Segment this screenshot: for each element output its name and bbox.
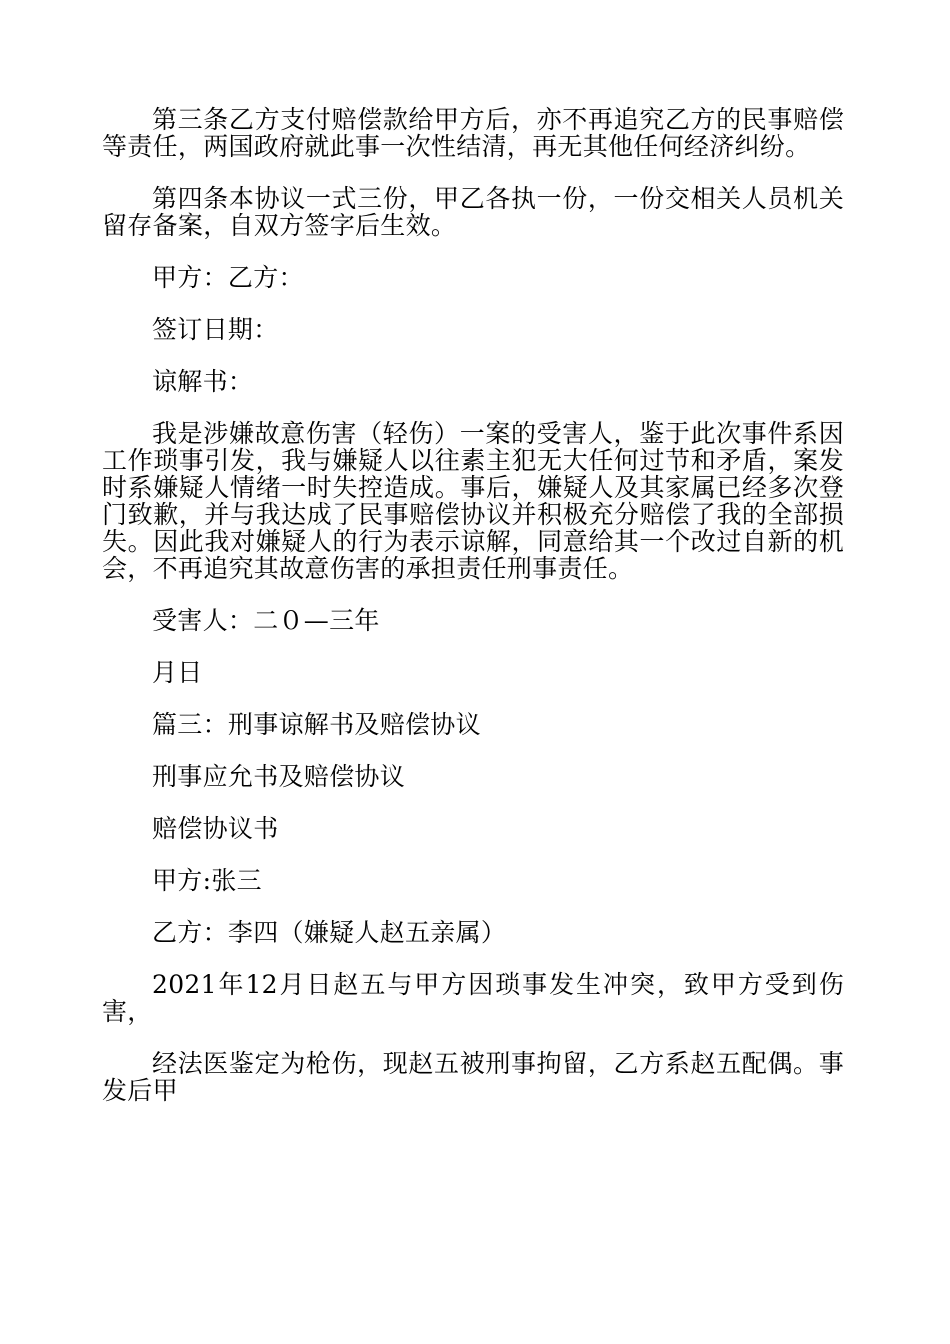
document-body — [102, 106, 844, 1129]
clause-four-paragraph: 第四条本协议一式三份，甲乙各执一份，一份交相关人员机关留存备案，自双方签字后生效。 — [102, 184, 844, 240]
agreement-title: 赔偿协议书 — [152, 814, 279, 843]
party-a-line: 甲方:张三 — [152, 866, 262, 895]
month-day-line: 月日 — [152, 658, 203, 687]
letter-body-paragraph: 我是涉嫌故意伤害（轻伤）一案的受害人，鉴于此次事件系因工作琐事引发，我与嫌疑人以往素主犯无大任何过节和矛盾，案发时系嫌疑人情绪一时失控造成。事后，嫌疑人及其家属已经多次登门致歉，并与我达成了民事赔偿协议并积极充分赔偿了我的全部损失。因此我对嫌疑人的行为表示谅解，同意给其一个改过自新的机会，不再追究其故意伤害的承担责任刑事责任。 — [102, 419, 844, 583]
letter-heading: 谅解书： — [152, 367, 254, 396]
party-b-line: 乙方：李四（嫌疑人赵五亲属） — [152, 918, 507, 947]
victim-signature-line: 受害人：二０—三年 — [152, 606, 380, 635]
signature-parties-line: 甲方：乙方： — [152, 263, 304, 292]
section-three-heading: 篇三：刑事谅解书及赔偿协议 — [152, 710, 481, 739]
forensic-paragraph: 经法医鉴定为枪伤，现赵五被刑事拘留，乙方系赵五配偶。事发后甲 — [102, 1049, 844, 1105]
clause-three-paragraph: 第三条乙方支付赔偿款给甲方后，亦不再追究乙方的民事赔偿等责任，两国政府就此事一次性结清，再无其他任何经济纠纷。 — [102, 105, 844, 161]
incident-paragraph: 2021年12月日赵五与甲方因琐事发生冲突，致甲方受到伤害， — [102, 970, 844, 1026]
document-subtitle: 刑事应允书及赔偿协议 — [152, 762, 406, 791]
sign-date-line: 签订日期： — [152, 315, 279, 344]
